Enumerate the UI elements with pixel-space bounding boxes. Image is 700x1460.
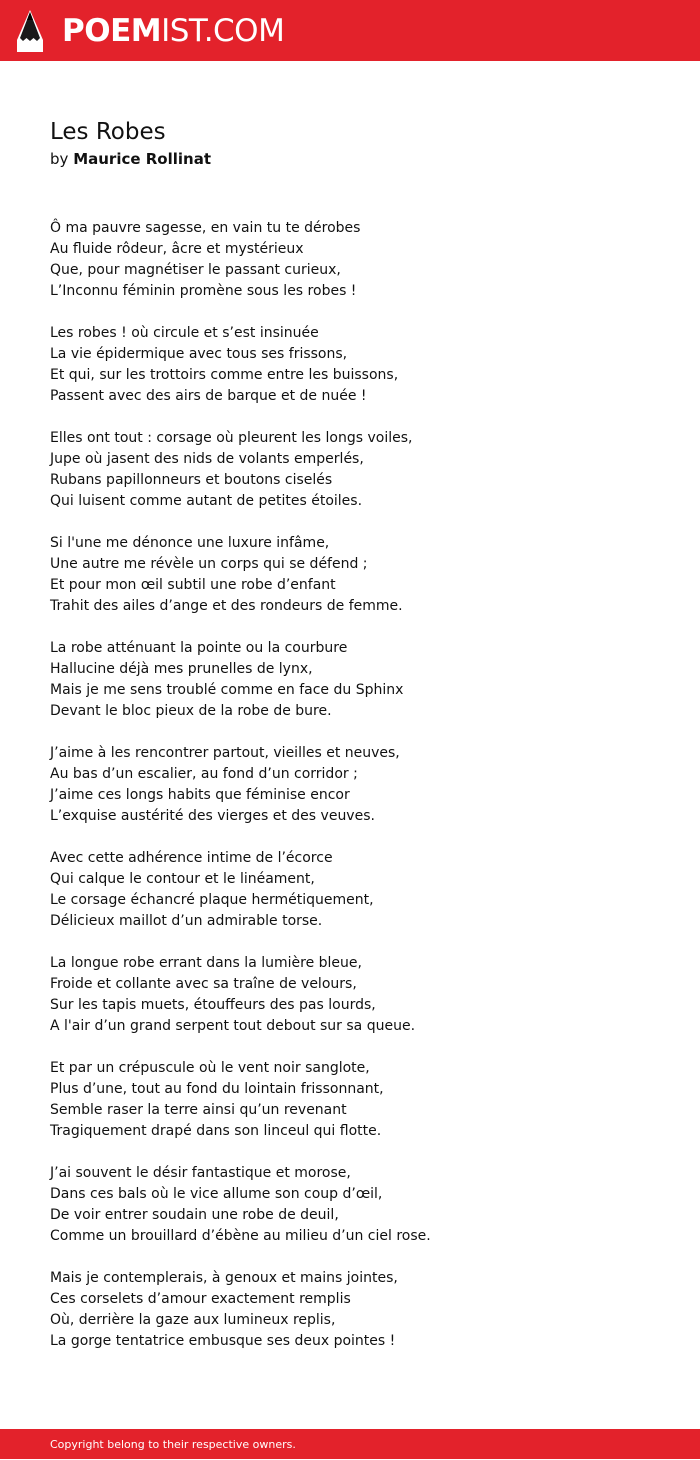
stanza [50, 1058, 670, 1142]
poem-content [50, 117, 670, 1373]
poem-line: La gorge tentatrice embusque ses deux pointes ! [50, 1333, 396, 1349]
site-header [0, 0, 700, 61]
poem-line: L’exquise austérité des vierges et des veuves. [50, 808, 375, 824]
poem-line: Où, derrière la gaze aux lumineux replis, [50, 1312, 336, 1328]
stanza [50, 218, 670, 302]
brand-bold: POEM [62, 13, 162, 49]
poem-line: Jupe où jasent des nids de volants emperlés, [50, 451, 364, 467]
poem-line: Avec cette adhérence intime de l’écorce [50, 850, 333, 866]
poem-line: Ces corselets d’amour exactement remplis [50, 1291, 351, 1307]
site-footer [0, 1429, 700, 1459]
poem-line: Tragiquement drapé dans son linceul qui flotte. [50, 1123, 382, 1139]
poem-line: Sur les tapis muets, étouffeurs des pas lourds, [50, 997, 376, 1013]
poem-title: Les Robes [50, 119, 166, 145]
poem-line: La longue robe errant dans la lumière bleue, [50, 955, 362, 971]
poem-line: J’aime ces longs habits que féminise encor [50, 787, 350, 803]
stanza [50, 638, 670, 722]
poem-line: Elles ont tout : corsage où pleurent les longs voiles, [50, 430, 413, 446]
poem-line: J’aime à les rencontrer partout, vieilles et neuves, [50, 745, 400, 761]
poem-line: Les robes ! où circule et s’est insinuée [50, 325, 319, 341]
stanza [50, 1163, 670, 1247]
poem-line: La robe atténuant la pointe ou la courbure [50, 640, 348, 656]
poem-line: De voir entrer soudain une robe de deuil, [50, 1207, 339, 1223]
author-name: Maurice Rollinat [73, 150, 211, 168]
poem-line: Si l'une me dénonce une luxure infâme, [50, 535, 330, 551]
stanza [50, 1268, 670, 1352]
brand-light: IST.COM [161, 13, 285, 49]
poem-line: Plus d’une, tout au fond du lointain frissonnant, [50, 1081, 384, 1097]
poem-line: Qui calque le contour et le linéament, [50, 871, 315, 887]
poem-line: Au bas d’un escalier, au fond d’un corridor ; [50, 766, 358, 782]
stanza [50, 323, 670, 407]
poem-line: Une autre me révèle un corps qui se défend ; [50, 556, 368, 572]
poem-line: Que, pour magnétiser le passant curieux, [50, 262, 341, 278]
poem-line: Et par un crépuscule où le vent noir sanglote, [50, 1060, 370, 1076]
poem-line: A l'air d’un grand serpent tout debout sur sa queue. [50, 1018, 416, 1034]
stanza [50, 848, 670, 932]
poem-line: Passent avec des airs de barque et de nuée ! [50, 388, 367, 404]
byline [50, 148, 670, 170]
stanza [50, 428, 670, 512]
poem-line: Devant le bloc pieux de la robe de bure. [50, 703, 332, 719]
poem-line: L’Inconnu féminin promène sous les robes ! [50, 283, 357, 299]
copyright-text: Copyright belong to their respective owners. [50, 1438, 296, 1451]
poem-line: Délicieux maillot d’un admirable torse. [50, 913, 323, 929]
poem-line: La vie épidermique avec tous ses frissons, [50, 346, 348, 362]
poem-line: Mais je me sens troublé comme en face du Sphinx [50, 682, 404, 698]
stanza [50, 533, 670, 617]
poem-line: Au fluide rôdeur, âcre et mystérieux [50, 241, 304, 257]
poem-line: Et pour mon œil subtil une robe d’enfant [50, 577, 336, 593]
poem-line: Trahit des ailes d’ange et des rondeurs de femme. [50, 598, 403, 614]
poem-line: Le corsage échancré plaque hermétiquement, [50, 892, 374, 908]
poem-line: Froide et collante avec sa traîne de velours, [50, 976, 357, 992]
poem-line: Hallucine déjà mes prunelles de lynx, [50, 661, 313, 677]
poem-line: Et qui, sur les trottoirs comme entre les buissons, [50, 367, 399, 383]
poem-line: Qui luisent comme autant de petites étoiles. [50, 493, 363, 509]
stanza [50, 953, 670, 1037]
pencil-icon[interactable] [17, 10, 43, 52]
poem-line: Rubans papillonneurs et boutons ciselés [50, 472, 333, 488]
by-label: by [50, 150, 69, 168]
poem-line: Comme un brouillard d’ébène au milieu d’un ciel rose. [50, 1228, 431, 1244]
site-logo-link[interactable] [62, 11, 284, 51]
poem-body [50, 218, 670, 1352]
poem-line: Mais je contemplerais, à genoux et mains jointes, [50, 1270, 398, 1286]
stanza [50, 743, 670, 827]
poem-line: Ô ma pauvre sagesse, en vain tu te dérobes [50, 220, 361, 236]
poem-line: Semble raser la terre ainsi qu’un revenant [50, 1102, 347, 1118]
poem-line: Dans ces bals où le vice allume son coup d’œil, [50, 1186, 383, 1202]
poem-line: J’ai souvent le désir fantastique et morose, [50, 1165, 351, 1181]
